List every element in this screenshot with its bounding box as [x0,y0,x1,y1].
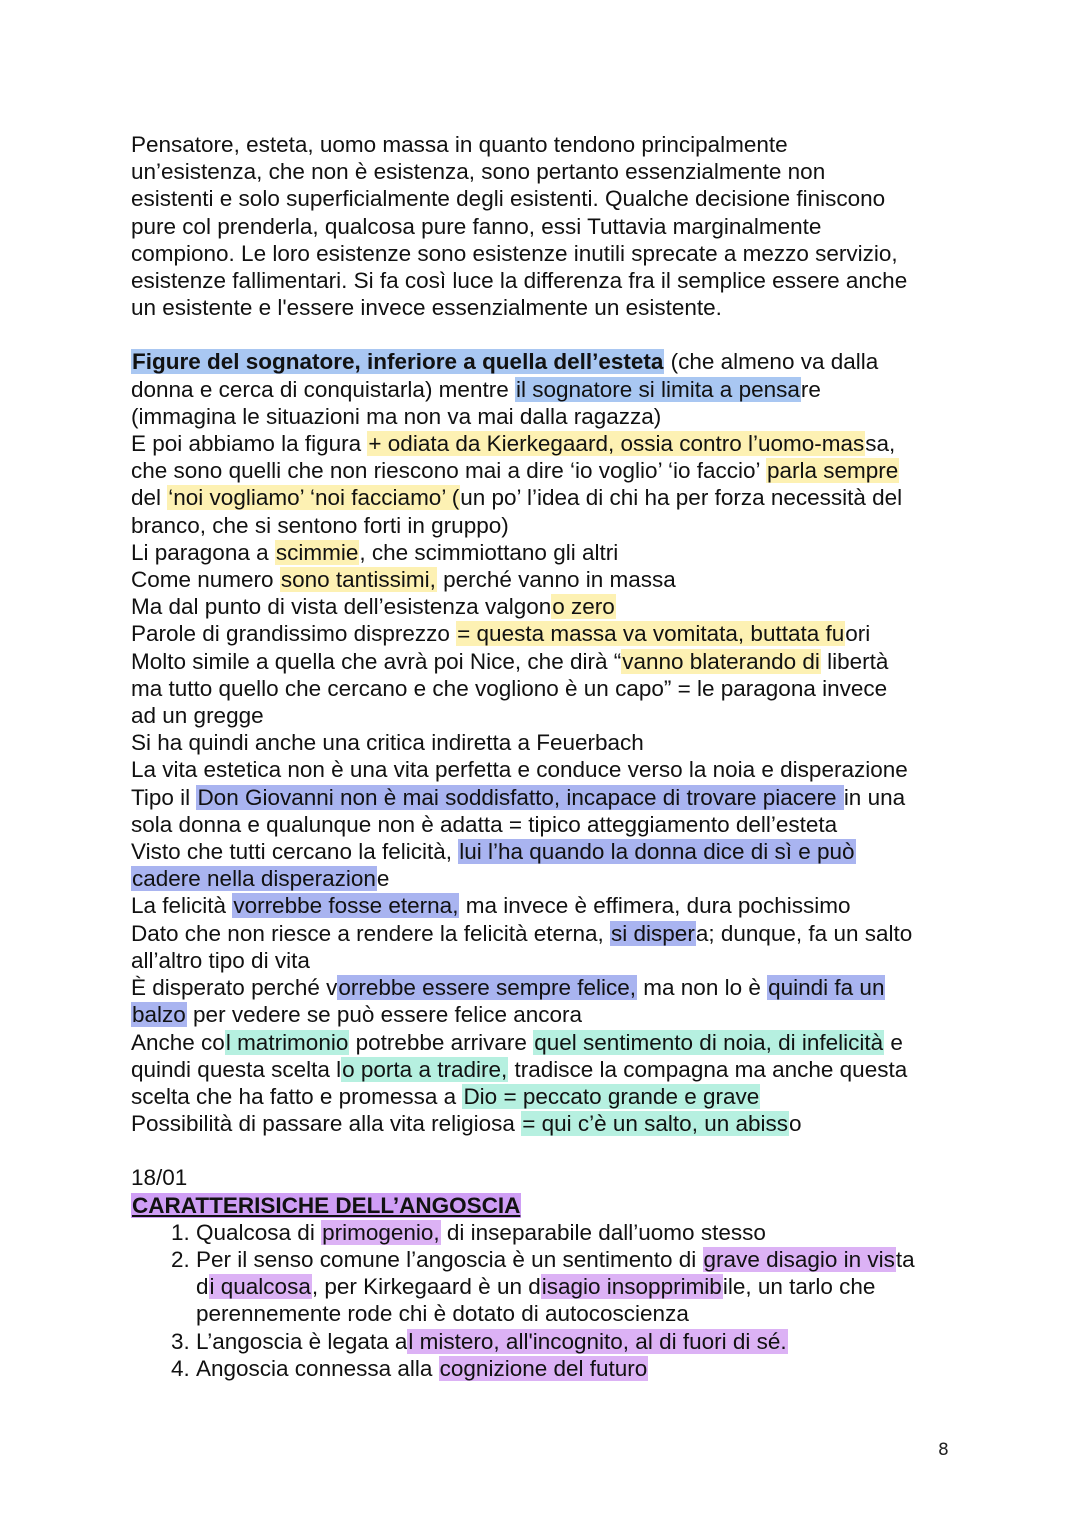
text-line: Si ha quindi anche una critica indiretta a Feuerbach [131,730,644,756]
text-line: all’altro tipo di vita [131,947,310,973]
text-span: perché vanno in massa [436,567,676,593]
highlight: o zero [552,594,615,620]
list-item [196,1355,961,1382]
text-line: un esistente e l'essere invece essenzialmente un esistente. [131,295,722,321]
page-number: 8 [938,1440,949,1460]
section-date: 18/01 [131,1165,188,1191]
highlight: o porta a tradire, [342,1056,508,1082]
text-span: o [789,1111,802,1137]
text-span: Molto simile a quella che avrà poi Nice, che dirà “ [131,648,622,674]
text-line [131,892,961,919]
highlight: quindi fa un [768,975,885,1001]
highlight: Dio = peccato grande e grave [463,1083,760,1109]
text-line [131,648,961,675]
highlight: primogenio, [322,1219,440,1245]
text-line [131,348,961,375]
text-span: a; dunque, fa un salto [695,920,913,946]
text-span: di inseparabile dall’uomo stesso [440,1219,766,1245]
highlight: quel sentimento di noia, di infelicità [534,1029,884,1055]
text-line [131,376,961,403]
highlight: parla sempre [766,458,899,484]
text-span: Possibilità di passare alla vita religiosa [131,1111,522,1137]
highlight: balzo [132,1002,186,1028]
text-span: donna e cerca di conquistarla) mentre [131,376,515,402]
text-line [131,539,961,566]
highlight: sono tantissimi, [280,567,436,593]
document-body [131,131,961,1382]
text-span: libertà [820,648,889,674]
text-line: esistenti e solo superficialmente degli esistenti. Qualche decisione finiscono [131,186,886,212]
text-line [131,430,961,457]
highlight: isagio insopprimib [541,1274,722,1300]
text-line [131,865,961,892]
text-line: un’esistenza, che non è esistenza, sono pertanto essenzialmente non [131,159,826,185]
list-item [196,1328,961,1355]
text-span: Come numero [131,567,280,593]
highlight: vorrebbe fosse eterna, [233,893,459,919]
list-item [196,1246,961,1328]
text-span: scelta che ha fatto e promessa a [131,1083,463,1109]
text-span: re [800,376,821,402]
text-span: perennemente rode chi è dotato di autocoscienza [196,1301,689,1327]
text-line [131,1083,961,1110]
highlight: Don Giovanni non è mai soddisfatto, incapace di trovare piacere [197,784,843,810]
text-span: (che almeno va dalla [664,349,879,375]
highlight: si disper [611,920,695,946]
text-span: Anche co [131,1029,225,1055]
text-span: per vedere se può essere felice ancora [186,1002,583,1028]
text-line: (immagina le situazioni ma non va mai dalla ragazza) [131,403,662,429]
text-span: La felicità [131,893,233,919]
text-span: in una [843,784,906,810]
text-span: L’angoscia è legata a [196,1328,408,1354]
text-span: ta [895,1246,915,1272]
text-span: tradisce la compagna ma anche questa [508,1056,908,1082]
highlight: l matrimonio [225,1029,349,1055]
text-span: Qualcosa di [196,1219,322,1245]
list-item [196,1219,961,1246]
text-line: ad un gregge [131,703,264,729]
highlight: ‘noi vogliamo’ ‘noi facciamo’ ( [168,485,460,511]
text-line: sola donna e qualunque non è adatta = tipico atteggiamento dell’esteta [131,811,838,837]
highlight: vanno blaterando di [622,648,820,674]
highlight: cadere nella disperazion [132,866,376,892]
paragraph-1 [131,131,961,321]
text-span: del [131,485,168,511]
text-span: ma invece è effimera, dura pochissimo [459,893,851,919]
text-line [131,1110,961,1137]
text-line [131,566,961,593]
text-line [131,593,961,620]
text-span: , per Kirkegaard è un d [311,1274,541,1300]
text-line: pure col prenderla, qualcosa pure fanno, essi Tuttavia marginalmente [131,213,822,239]
text-span: che sono quelli che non riescono mai a dire ‘io voglio’ ‘io faccio’ [131,458,766,484]
text-span: un po’ l’idea di chi ha per forza necessità del [460,485,903,511]
text-line: compiono. Le loro esistenze sono esistenze inutili sprecate a mezzo servizio, [131,240,898,266]
text-span: quindi questa scelta l [131,1056,342,1082]
text-line: ma tutto quello che cercano e che vogliono è un capo” = le paragona invece [131,675,888,701]
text-span: d [196,1274,209,1300]
text-span: e [884,1029,903,1055]
text-span: È disperato perché v [131,975,338,1001]
text-span: Per il senso comune l’angoscia è un sentimento di [196,1246,703,1272]
text-span: potrebbe arrivare [349,1029,534,1055]
text-span: Dato che non riesce a rendere la felicità eterna, [131,920,611,946]
section-heading: CARATTERISICHE DELL’ANGOSCIA [132,1192,521,1218]
text-line: esistenze fallimentari. Si fa così luce la differenza fra il semplice essere anche [131,268,908,294]
text-line [131,1029,961,1056]
text-span: Angoscia connessa alla [196,1355,439,1381]
angoscia-section [131,1164,961,1382]
text-line [131,484,961,511]
highlight: il sognatore si limita a pensa [515,376,800,402]
text-span: Li paragona a [131,539,275,565]
text-line [131,920,961,947]
highlight: cognizione del futuro [439,1355,648,1381]
text-span: ma non lo è [637,975,768,1001]
text-line [131,974,961,1001]
paragraph-2 [131,348,961,1137]
text-line [131,784,961,811]
text-line [131,620,961,647]
highlight: orrebbe essere sempre felice, [338,975,637,1001]
highlight: grave disagio in vis [703,1246,895,1272]
highlight: lui l’ha quando la donna dice di sì e può [459,839,855,865]
highlight: = questa massa va vomitata, buttata fu [457,621,845,647]
text-line: Pensatore, esteta, uomo massa in quanto tendono principalmente [131,132,788,157]
highlight: + odiata da Kierkegaard, ossia contro l’uomo-mas [368,431,865,457]
text-span: Visto che tutti cercano la felicità, [131,839,459,865]
highlight: i qualcosa [209,1274,311,1300]
text-line [131,1001,961,1028]
highlight: = qui c’è un salto, un abiss [522,1111,788,1137]
text-span: Parole di grandissimo disprezzo [131,621,457,647]
text-line [131,838,961,865]
text-span: Ma dal punto di vista dell’esistenza valgon [131,594,552,620]
text-line: branco, che si sentono forti in gruppo) [131,512,509,538]
text-span: Tipo il [131,784,197,810]
text-span: ori [845,621,871,647]
text-span: e [376,866,390,892]
text-span: E poi abbiamo la figura [131,431,368,457]
highlight: scimmie [275,539,359,565]
highlight-bold-heading: Figure del sognatore, inferiore a quella dell’esteta [132,349,664,375]
section-heading-line [131,1192,961,1219]
text-line: La vita estetica non è una vita perfetta e conduce verso la noia e disperazione [131,757,908,783]
text-span: , che scimmiottano gli altri [359,539,619,565]
text-line [131,1056,961,1083]
text-span: sa, [865,431,896,457]
text-line [131,457,961,484]
text-span: ile, un tarlo che [722,1274,876,1300]
highlight: l mistero, all'incognito, al di fuori di sé. [408,1328,787,1354]
angoscia-list [131,1219,961,1382]
